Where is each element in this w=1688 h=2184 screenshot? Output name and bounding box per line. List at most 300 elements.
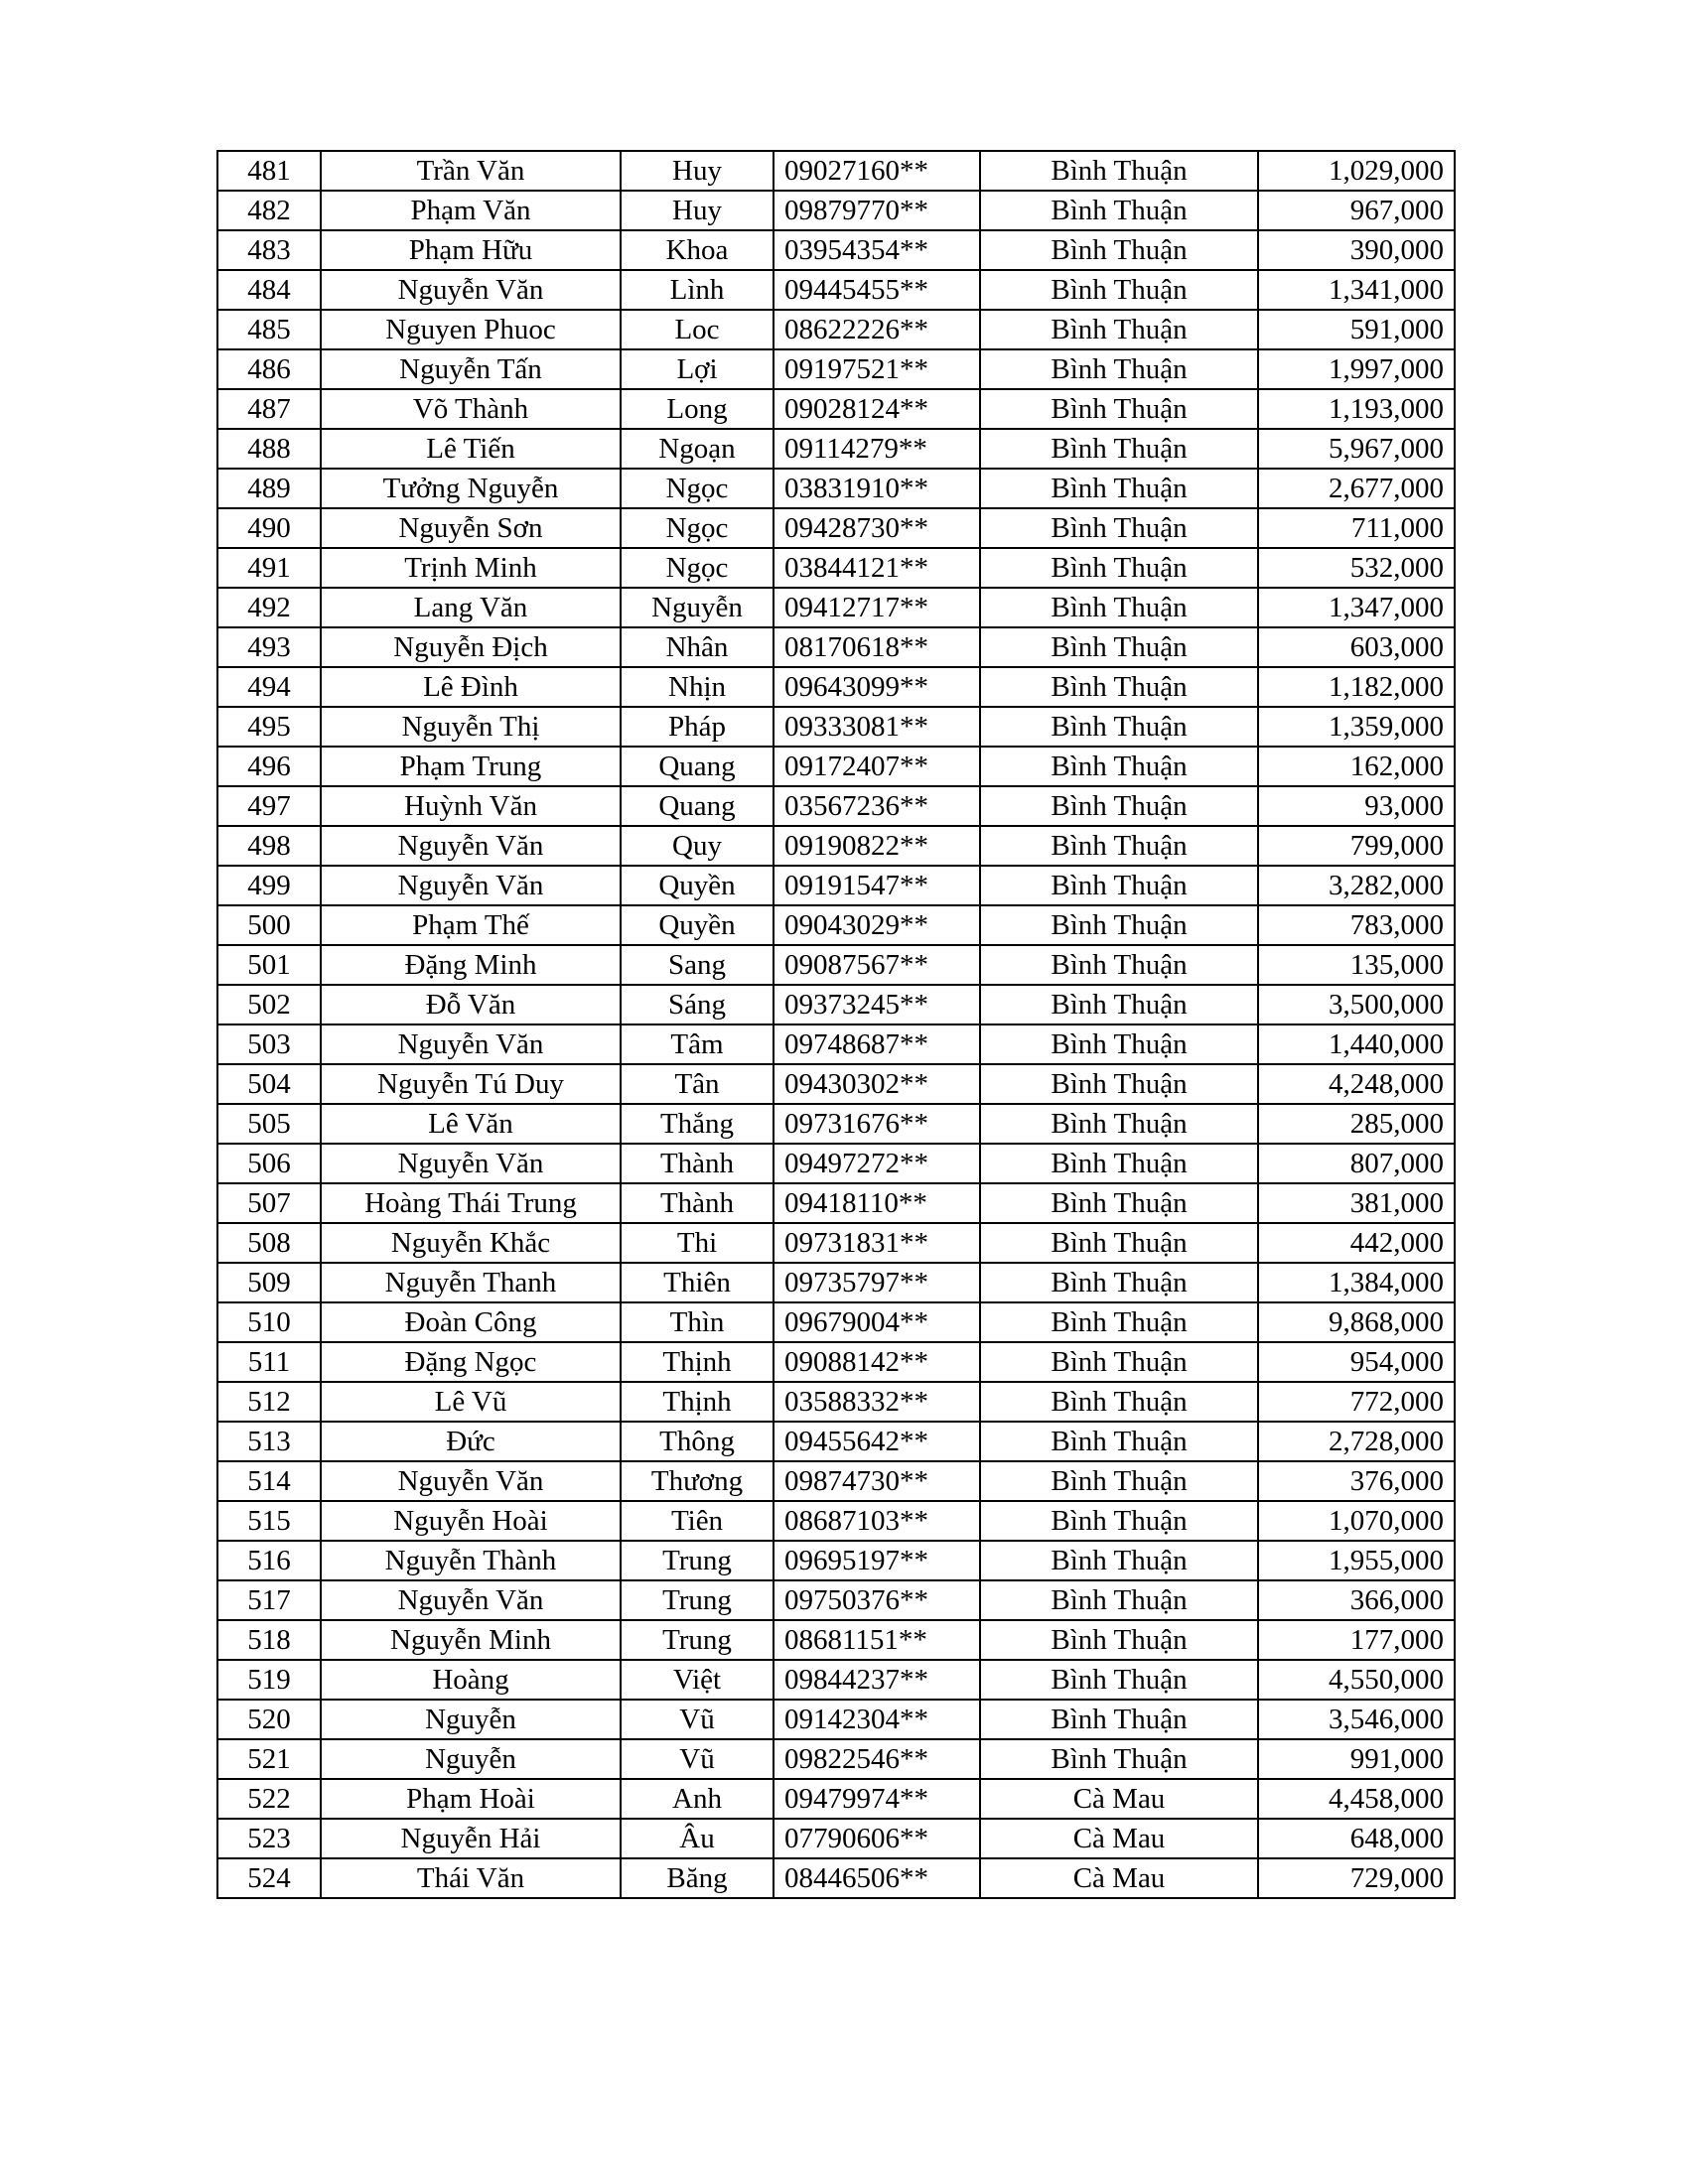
amount-cell: 3,546,000	[1258, 1700, 1455, 1739]
table-row	[217, 1342, 1455, 1382]
given-name-cell: Nguyễn	[621, 588, 774, 627]
given-name-cell: Tân	[621, 1064, 774, 1104]
amount-cell: 9,868,000	[1258, 1302, 1455, 1342]
given-name-cell: Ngọc	[621, 469, 774, 508]
province-cell: Bình Thuận	[980, 1501, 1258, 1541]
amount-cell: 648,000	[1258, 1819, 1455, 1858]
amount-cell: 390,000	[1258, 230, 1455, 270]
given-name-cell: Âu	[621, 1819, 774, 1858]
given-name-cell: Vũ	[621, 1739, 774, 1779]
surname-cell: Đức	[321, 1422, 621, 1461]
row-number: 514	[217, 1461, 321, 1501]
given-name-cell: Ngọc	[621, 508, 774, 548]
phone-cell: 09643099**	[774, 667, 980, 707]
province-cell: Bình Thuận	[980, 1461, 1258, 1501]
province-cell: Bình Thuận	[980, 1739, 1258, 1779]
province-cell: Bình Thuận	[980, 1104, 1258, 1144]
row-number: 498	[217, 826, 321, 866]
phone-cell: 09731831**	[774, 1223, 980, 1263]
surname-cell: Nguyễn Văn	[321, 1024, 621, 1064]
phone-cell: 09679004**	[774, 1302, 980, 1342]
phone-cell: 09445455**	[774, 270, 980, 310]
surname-cell: Võ Thành	[321, 389, 621, 429]
amount-cell: 603,000	[1258, 627, 1455, 667]
table-row	[217, 1183, 1455, 1223]
row-number: 494	[217, 667, 321, 707]
province-cell: Bình Thuận	[980, 1342, 1258, 1382]
province-cell: Bình Thuận	[980, 945, 1258, 985]
amount-cell: 799,000	[1258, 826, 1455, 866]
row-number: 485	[217, 310, 321, 349]
given-name-cell: Tiên	[621, 1501, 774, 1541]
province-cell: Bình Thuận	[980, 707, 1258, 747]
given-name-cell: Thương	[621, 1461, 774, 1501]
phone-cell: 09088142**	[774, 1342, 980, 1382]
given-name-cell: Trung	[621, 1580, 774, 1620]
province-cell: Cà Mau	[980, 1819, 1258, 1858]
row-number: 507	[217, 1183, 321, 1223]
surname-cell: Nguyễn	[321, 1739, 621, 1779]
amount-cell: 177,000	[1258, 1620, 1455, 1660]
phone-cell: 09731676**	[774, 1104, 980, 1144]
row-number: 516	[217, 1541, 321, 1580]
row-number: 520	[217, 1700, 321, 1739]
table-row	[217, 1620, 1455, 1660]
given-name-cell: Quy	[621, 826, 774, 866]
phone-cell: 03831910**	[774, 469, 980, 508]
row-number: 483	[217, 230, 321, 270]
phone-cell: 09114279**	[774, 429, 980, 469]
amount-cell: 4,550,000	[1258, 1660, 1455, 1700]
given-name-cell: Quyền	[621, 905, 774, 945]
given-name-cell: Băng	[621, 1858, 774, 1898]
surname-cell: Phạm Thế	[321, 905, 621, 945]
row-number: 500	[217, 905, 321, 945]
table-row	[217, 1700, 1455, 1739]
row-number: 513	[217, 1422, 321, 1461]
phone-cell: 09430302**	[774, 1064, 980, 1104]
surname-cell: Đặng Ngọc	[321, 1342, 621, 1382]
row-number: 522	[217, 1779, 321, 1819]
given-name-cell: Nhân	[621, 627, 774, 667]
amount-cell: 135,000	[1258, 945, 1455, 985]
amount-cell: 3,282,000	[1258, 866, 1455, 905]
surname-cell: Nguyễn Văn	[321, 866, 621, 905]
surname-cell: Nguyễn Văn	[321, 826, 621, 866]
table-row	[217, 1104, 1455, 1144]
row-number: 515	[217, 1501, 321, 1541]
amount-cell: 4,248,000	[1258, 1064, 1455, 1104]
given-name-cell: Huy	[621, 151, 774, 191]
table-row	[217, 548, 1455, 588]
surname-cell: Nguyễn Minh	[321, 1620, 621, 1660]
table-row	[217, 389, 1455, 429]
table-row	[217, 1263, 1455, 1302]
phone-cell: 09191547**	[774, 866, 980, 905]
phone-cell: 09455642**	[774, 1422, 980, 1461]
province-cell: Bình Thuận	[980, 508, 1258, 548]
surname-cell: Nguyễn Tú Duy	[321, 1064, 621, 1104]
row-number: 484	[217, 270, 321, 310]
table-row	[217, 786, 1455, 826]
surname-cell: Phạm Hoài	[321, 1779, 621, 1819]
phone-cell: 09748687**	[774, 1024, 980, 1064]
amount-cell: 3,500,000	[1258, 985, 1455, 1024]
table-row	[217, 1660, 1455, 1700]
given-name-cell: Quyền	[621, 866, 774, 905]
amount-cell: 1,070,000	[1258, 1501, 1455, 1541]
given-name-cell: Loc	[621, 310, 774, 349]
phone-cell: 09735797**	[774, 1263, 980, 1302]
province-cell: Bình Thuận	[980, 389, 1258, 429]
province-cell: Bình Thuận	[980, 1183, 1258, 1223]
province-cell: Bình Thuận	[980, 1064, 1258, 1104]
given-name-cell: Anh	[621, 1779, 774, 1819]
given-name-cell: Thi	[621, 1223, 774, 1263]
province-cell: Bình Thuận	[980, 627, 1258, 667]
given-name-cell: Thắng	[621, 1104, 774, 1144]
province-cell: Bình Thuận	[980, 429, 1258, 469]
table-row	[217, 1541, 1455, 1580]
surname-cell: Lê Đình	[321, 667, 621, 707]
amount-cell: 1,341,000	[1258, 270, 1455, 310]
given-name-cell: Nhịn	[621, 667, 774, 707]
phone-cell: 09028124**	[774, 389, 980, 429]
surname-cell: Hoàng Thái Trung	[321, 1183, 621, 1223]
phone-cell: 03588332**	[774, 1382, 980, 1422]
surname-cell: Nguyễn Văn	[321, 270, 621, 310]
province-cell: Bình Thuận	[980, 826, 1258, 866]
amount-cell: 1,440,000	[1258, 1024, 1455, 1064]
phone-cell: 09844237**	[774, 1660, 980, 1700]
surname-cell: Tưởng Nguyễn	[321, 469, 621, 508]
province-cell: Bình Thuận	[980, 230, 1258, 270]
surname-cell: Đỗ Văn	[321, 985, 621, 1024]
surname-cell: Nguyễn	[321, 1700, 621, 1739]
given-name-cell: Việt	[621, 1660, 774, 1700]
phone-cell: 09874730**	[774, 1461, 980, 1501]
table-row	[217, 1064, 1455, 1104]
amount-cell: 376,000	[1258, 1461, 1455, 1501]
table-row	[217, 270, 1455, 310]
row-number: 492	[217, 588, 321, 627]
row-number: 487	[217, 389, 321, 429]
given-name-cell: Thông	[621, 1422, 774, 1461]
amount-cell: 991,000	[1258, 1739, 1455, 1779]
surname-cell: Huỳnh Văn	[321, 786, 621, 826]
province-cell: Bình Thuận	[980, 1620, 1258, 1660]
given-name-cell: Trung	[621, 1620, 774, 1660]
row-number: 509	[217, 1263, 321, 1302]
surname-cell: Nguyễn Thị	[321, 707, 621, 747]
province-cell: Bình Thuận	[980, 1144, 1258, 1183]
row-number: 511	[217, 1342, 321, 1382]
row-number: 499	[217, 866, 321, 905]
given-name-cell: Vũ	[621, 1700, 774, 1739]
phone-cell: 03844121**	[774, 548, 980, 588]
surname-cell: Đoàn Công	[321, 1302, 621, 1342]
given-name-cell: Ngoạn	[621, 429, 774, 469]
phone-cell: 09172407**	[774, 747, 980, 786]
given-name-cell: Thành	[621, 1183, 774, 1223]
table-body	[217, 151, 1455, 1898]
given-name-cell: Long	[621, 389, 774, 429]
table-row	[217, 1501, 1455, 1541]
surname-cell: Đặng Minh	[321, 945, 621, 985]
row-number: 523	[217, 1819, 321, 1858]
surname-cell: Nguyễn Văn	[321, 1144, 621, 1183]
surname-cell: Nguyễn Hải	[321, 1819, 621, 1858]
amount-cell: 1,955,000	[1258, 1541, 1455, 1580]
table-row	[217, 627, 1455, 667]
province-cell: Bình Thuận	[980, 310, 1258, 349]
province-cell: Cà Mau	[980, 1858, 1258, 1898]
given-name-cell: Huy	[621, 191, 774, 230]
surname-cell: Nguyen Phuoc	[321, 310, 621, 349]
table-row	[217, 349, 1455, 389]
amount-cell: 5,967,000	[1258, 429, 1455, 469]
province-cell: Bình Thuận	[980, 1541, 1258, 1580]
province-cell: Bình Thuận	[980, 786, 1258, 826]
phone-cell: 09190822**	[774, 826, 980, 866]
table-row	[217, 310, 1455, 349]
province-cell: Bình Thuận	[980, 985, 1258, 1024]
phone-cell: 03954354**	[774, 230, 980, 270]
table-row	[217, 469, 1455, 508]
phone-cell: 09750376**	[774, 1580, 980, 1620]
phone-cell: 03567236**	[774, 786, 980, 826]
given-name-cell: Tâm	[621, 1024, 774, 1064]
table-row	[217, 945, 1455, 985]
given-name-cell: Quang	[621, 786, 774, 826]
surname-cell: Hoàng	[321, 1660, 621, 1700]
table-row	[217, 707, 1455, 747]
row-number: 489	[217, 469, 321, 508]
amount-cell: 967,000	[1258, 191, 1455, 230]
table-row	[217, 1223, 1455, 1263]
amount-cell: 1,029,000	[1258, 151, 1455, 191]
phone-cell: 09333081**	[774, 707, 980, 747]
amount-cell: 772,000	[1258, 1382, 1455, 1422]
table-row	[217, 1382, 1455, 1422]
amount-cell: 954,000	[1258, 1342, 1455, 1382]
province-cell: Bình Thuận	[980, 1660, 1258, 1700]
surname-cell: Nguyễn Địch	[321, 627, 621, 667]
phone-cell: 09087567**	[774, 945, 980, 985]
province-cell: Bình Thuận	[980, 1382, 1258, 1422]
province-cell: Bình Thuận	[980, 1302, 1258, 1342]
surname-cell: Phạm Hữu	[321, 230, 621, 270]
table-row	[217, 826, 1455, 866]
row-number: 524	[217, 1858, 321, 1898]
given-name-cell: Trung	[621, 1541, 774, 1580]
row-number: 482	[217, 191, 321, 230]
amount-cell: 366,000	[1258, 1580, 1455, 1620]
province-cell: Bình Thuận	[980, 151, 1258, 191]
surname-cell: Thái Văn	[321, 1858, 621, 1898]
province-cell: Bình Thuận	[980, 588, 1258, 627]
surname-cell: Nguyễn Hoài	[321, 1501, 621, 1541]
amount-cell: 807,000	[1258, 1144, 1455, 1183]
amount-cell: 1,182,000	[1258, 667, 1455, 707]
surname-cell: Nguyễn Văn	[321, 1580, 621, 1620]
phone-cell: 09197521**	[774, 349, 980, 389]
phone-cell: 08622226**	[774, 310, 980, 349]
amount-cell: 729,000	[1258, 1858, 1455, 1898]
row-number: 488	[217, 429, 321, 469]
row-number: 521	[217, 1739, 321, 1779]
given-name-cell: Sang	[621, 945, 774, 985]
given-name-cell: Pháp	[621, 707, 774, 747]
province-cell: Bình Thuận	[980, 1580, 1258, 1620]
row-number: 506	[217, 1144, 321, 1183]
table-row	[217, 905, 1455, 945]
province-cell: Bình Thuận	[980, 1263, 1258, 1302]
phone-cell: 09027160**	[774, 151, 980, 191]
table-row	[217, 429, 1455, 469]
phone-cell: 09822546**	[774, 1739, 980, 1779]
amount-cell: 285,000	[1258, 1104, 1455, 1144]
table-row	[217, 151, 1455, 191]
table-row	[217, 747, 1455, 786]
row-number: 512	[217, 1382, 321, 1422]
surname-cell: Nguyễn Thanh	[321, 1263, 621, 1302]
given-name-cell: Quang	[621, 747, 774, 786]
amount-cell: 1,997,000	[1258, 349, 1455, 389]
province-cell: Bình Thuận	[980, 905, 1258, 945]
row-number: 504	[217, 1064, 321, 1104]
table-row	[217, 1580, 1455, 1620]
row-number: 490	[217, 508, 321, 548]
table-row	[217, 866, 1455, 905]
amount-cell: 1,384,000	[1258, 1263, 1455, 1302]
phone-cell: 08170618**	[774, 627, 980, 667]
province-cell: Bình Thuận	[980, 667, 1258, 707]
table-row	[217, 1144, 1455, 1183]
phone-cell: 09879770**	[774, 191, 980, 230]
row-number: 502	[217, 985, 321, 1024]
given-name-cell: Thịnh	[621, 1382, 774, 1422]
table-row	[217, 1461, 1455, 1501]
phone-cell: 08681151**	[774, 1620, 980, 1660]
table-row	[217, 588, 1455, 627]
row-number: 517	[217, 1580, 321, 1620]
amount-cell: 162,000	[1258, 747, 1455, 786]
surname-cell: Nguyễn Khắc	[321, 1223, 621, 1263]
amount-cell: 93,000	[1258, 786, 1455, 826]
table-row	[217, 1779, 1455, 1819]
row-number: 519	[217, 1660, 321, 1700]
given-name-cell: Thiên	[621, 1263, 774, 1302]
phone-cell: 09428730**	[774, 508, 980, 548]
surname-cell: Lê Tiến	[321, 429, 621, 469]
province-cell: Bình Thuận	[980, 191, 1258, 230]
phone-cell: 08446506**	[774, 1858, 980, 1898]
amount-cell: 532,000	[1258, 548, 1455, 588]
amount-cell: 783,000	[1258, 905, 1455, 945]
phone-cell: 09497272**	[774, 1144, 980, 1183]
given-name-cell: Sáng	[621, 985, 774, 1024]
amount-cell: 1,359,000	[1258, 707, 1455, 747]
phone-cell: 08687103**	[774, 1501, 980, 1541]
row-number: 491	[217, 548, 321, 588]
province-cell: Bình Thuận	[980, 548, 1258, 588]
province-cell: Bình Thuận	[980, 349, 1258, 389]
province-cell: Bình Thuận	[980, 270, 1258, 310]
phone-cell: 09142304**	[774, 1700, 980, 1739]
phone-cell: 09479974**	[774, 1779, 980, 1819]
row-number: 505	[217, 1104, 321, 1144]
amount-cell: 1,347,000	[1258, 588, 1455, 627]
amount-cell: 381,000	[1258, 1183, 1455, 1223]
table-row	[217, 1302, 1455, 1342]
table-row	[217, 1858, 1455, 1898]
row-number: 503	[217, 1024, 321, 1064]
table-row	[217, 508, 1455, 548]
amount-cell: 591,000	[1258, 310, 1455, 349]
table-row	[217, 667, 1455, 707]
table-row	[217, 985, 1455, 1024]
row-number: 518	[217, 1620, 321, 1660]
row-number: 481	[217, 151, 321, 191]
row-number: 496	[217, 747, 321, 786]
phone-cell: 09043029**	[774, 905, 980, 945]
province-cell: Bình Thuận	[980, 469, 1258, 508]
row-number: 493	[217, 627, 321, 667]
province-cell: Bình Thuận	[980, 866, 1258, 905]
amount-cell: 4,458,000	[1258, 1779, 1455, 1819]
surname-cell: Lê Vũ	[321, 1382, 621, 1422]
given-name-cell: Thìn	[621, 1302, 774, 1342]
phone-cell: 09412717**	[774, 588, 980, 627]
amount-cell: 711,000	[1258, 508, 1455, 548]
surname-cell: Nguyễn Văn	[321, 1461, 621, 1501]
table-row	[217, 191, 1455, 230]
row-number: 510	[217, 1302, 321, 1342]
phone-cell: 09695197**	[774, 1541, 980, 1580]
given-name-cell: Thành	[621, 1144, 774, 1183]
amount-cell: 442,000	[1258, 1223, 1455, 1263]
row-number: 497	[217, 786, 321, 826]
amount-cell: 2,728,000	[1258, 1422, 1455, 1461]
given-name-cell: Ngọc	[621, 548, 774, 588]
given-name-cell: Lình	[621, 270, 774, 310]
surname-cell: Phạm Văn	[321, 191, 621, 230]
table-row	[217, 1024, 1455, 1064]
table-row	[217, 230, 1455, 270]
surname-cell: Nguyễn Sơn	[321, 508, 621, 548]
phone-cell: 07790606**	[774, 1819, 980, 1858]
surname-cell: Lê Văn	[321, 1104, 621, 1144]
surname-cell: Trịnh Minh	[321, 548, 621, 588]
province-cell: Bình Thuận	[980, 1024, 1258, 1064]
row-number: 508	[217, 1223, 321, 1263]
amount-cell: 1,193,000	[1258, 389, 1455, 429]
province-cell: Bình Thuận	[980, 1700, 1258, 1739]
surname-cell: Lang Văn	[321, 588, 621, 627]
province-cell: Bình Thuận	[980, 1223, 1258, 1263]
province-cell: Cà Mau	[980, 1779, 1258, 1819]
given-name-cell: Thịnh	[621, 1342, 774, 1382]
surname-cell: Nguyễn Tấn	[321, 349, 621, 389]
payment-list-table	[216, 150, 1456, 1899]
table-row	[217, 1422, 1455, 1461]
province-cell: Bình Thuận	[980, 747, 1258, 786]
surname-cell: Nguyễn Thành	[321, 1541, 621, 1580]
given-name-cell: Lợi	[621, 349, 774, 389]
province-cell: Bình Thuận	[980, 1422, 1258, 1461]
table-row	[217, 1739, 1455, 1779]
